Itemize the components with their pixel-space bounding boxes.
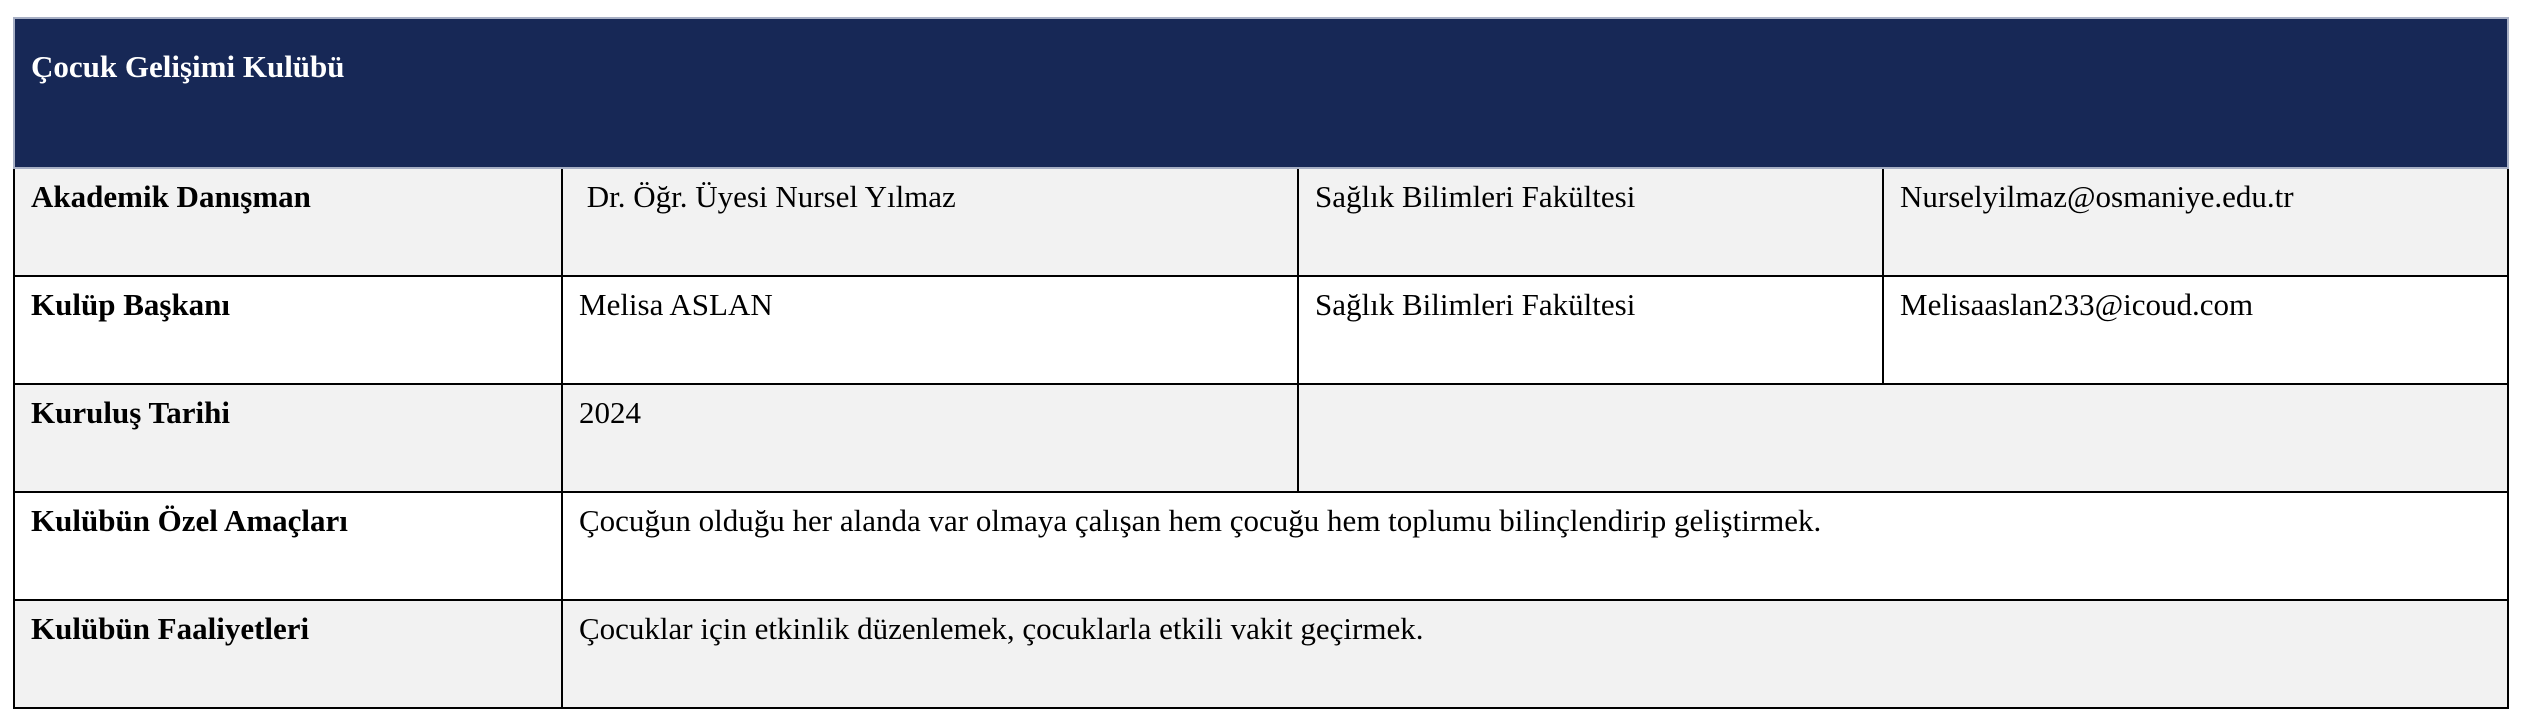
advisor-name: Dr. Öğr. Üyesi Nursel Yılmaz bbox=[562, 168, 1298, 276]
president-name: Melisa ASLAN bbox=[562, 276, 1298, 384]
founding-row bbox=[14, 384, 2508, 492]
advisor-email: Nurselyilmaz@osmaniye.edu.tr bbox=[1883, 168, 2508, 276]
club-title: Çocuk Gelişimi Kulübü bbox=[14, 18, 2508, 168]
advisor-label: Akademik Danışman bbox=[14, 168, 562, 276]
president-row bbox=[14, 276, 2508, 384]
founding-empty-cell bbox=[1298, 384, 2508, 492]
president-faculty: Sağlık Bilimleri Fakültesi bbox=[1298, 276, 1883, 384]
activities-row bbox=[14, 600, 2508, 708]
founding-year: 2024 bbox=[562, 384, 1298, 492]
aims-row bbox=[14, 492, 2508, 600]
activities-text: Çocuklar için etkinlik düzenlemek, çocuklarla etkili vakit geçirmek. bbox=[562, 600, 2508, 708]
aims-text: Çocuğun olduğu her alanda var olmaya çalışan hem çocuğu hem toplumu bilinçlendirip geliştirmek. bbox=[562, 492, 2508, 600]
activities-label: Kulübün Faaliyetleri bbox=[14, 600, 562, 708]
founding-label: Kuruluş Tarihi bbox=[14, 384, 562, 492]
advisor-row bbox=[14, 168, 2508, 276]
aims-label: Kulübün Özel Amaçları bbox=[14, 492, 562, 600]
president-email: Melisaaslan233@icoud.com bbox=[1883, 276, 2508, 384]
advisor-faculty: Sağlık Bilimleri Fakültesi bbox=[1298, 168, 1883, 276]
club-info-table bbox=[13, 17, 2509, 709]
president-label: Kulüp Başkanı bbox=[14, 276, 562, 384]
header-row bbox=[14, 18, 2508, 168]
